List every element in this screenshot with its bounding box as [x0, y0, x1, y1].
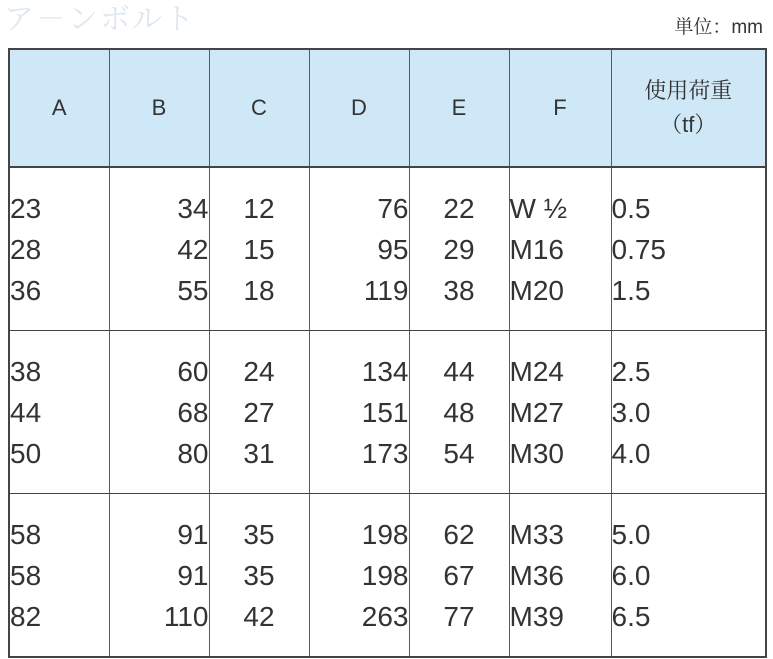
header-d: D	[309, 49, 409, 167]
cell-b	[109, 494, 209, 658]
unit-label: 単位：mm	[674, 17, 763, 38]
value: 42	[177, 233, 209, 265]
value: 31	[243, 437, 275, 469]
cell-a	[9, 167, 109, 331]
cell-f	[509, 494, 611, 658]
header-working-load-unit: （tf）	[660, 112, 717, 137]
value: 24	[243, 355, 275, 387]
value: 62	[443, 518, 475, 550]
spec-table	[8, 48, 767, 658]
value: 6.5	[611, 600, 651, 632]
value: 27	[243, 396, 275, 428]
header-working-load	[611, 49, 766, 167]
value: 76	[377, 192, 409, 224]
cell-a	[9, 331, 109, 494]
value: 48	[443, 396, 475, 428]
cell-working-load	[611, 331, 766, 494]
value: 29	[443, 233, 475, 265]
cell-e	[409, 167, 509, 331]
value: 22	[443, 192, 475, 224]
value: M27	[509, 396, 564, 428]
value: M39	[509, 600, 564, 632]
value: M20	[509, 274, 564, 306]
value: 38	[10, 355, 42, 387]
value: 60	[177, 355, 209, 387]
cell-working-load	[611, 494, 766, 658]
cell-c	[209, 494, 309, 658]
header-a: A	[9, 49, 109, 167]
value: 12	[243, 192, 275, 224]
value: 50	[10, 437, 42, 469]
value: 0.5	[611, 192, 651, 224]
header-e: E	[409, 49, 509, 167]
value: 151	[361, 396, 409, 428]
table-row-group-2	[9, 331, 766, 494]
cell-b	[109, 167, 209, 331]
header-b: B	[109, 49, 209, 167]
cell-c	[209, 167, 309, 331]
value: 4.0	[611, 437, 651, 469]
value: 119	[363, 274, 409, 306]
value: M36	[509, 559, 564, 591]
header-working-load-label: 使用荷重	[644, 77, 733, 103]
value: 6.0	[611, 559, 651, 591]
value: 91	[177, 518, 209, 550]
cell-d	[309, 167, 409, 331]
value: 38	[443, 274, 475, 306]
cell-f	[509, 331, 611, 494]
header-c: C	[209, 49, 309, 167]
value: 34	[177, 192, 209, 224]
table-row-group-1	[9, 167, 766, 331]
value: M16	[509, 233, 564, 265]
cell-f	[509, 167, 611, 331]
value: 198	[361, 518, 409, 550]
value: 15	[243, 233, 275, 265]
value: M33	[509, 518, 564, 550]
value: 173	[361, 437, 409, 469]
cell-d	[309, 494, 409, 658]
value: 23	[10, 192, 42, 224]
cell-b	[109, 331, 209, 494]
value: 0.75	[611, 233, 666, 265]
value: 42	[243, 600, 275, 632]
cell-e	[409, 331, 509, 494]
value: 35	[243, 518, 275, 550]
value: 55	[177, 274, 209, 306]
value: 110	[163, 600, 209, 632]
value: M24	[509, 355, 564, 387]
value: 28	[10, 233, 42, 265]
value: 44	[10, 396, 42, 428]
value: 95	[377, 233, 409, 265]
value: 68	[177, 396, 209, 428]
value: 44	[443, 355, 475, 387]
table-row-group-3	[9, 494, 766, 658]
cell-a	[9, 494, 109, 658]
faded-header-text: ア－ンボルト	[4, 3, 196, 36]
cell-c	[209, 331, 309, 494]
value: 36	[10, 274, 42, 306]
value: 35	[243, 559, 275, 591]
value: W ½	[509, 192, 568, 224]
value: 263	[361, 600, 409, 632]
value: 1.5	[611, 274, 651, 306]
value: 2.5	[611, 355, 651, 387]
cell-e	[409, 494, 509, 658]
value: 58	[10, 518, 42, 550]
value: 18	[243, 274, 275, 306]
value: 91	[177, 559, 209, 591]
value: 67	[443, 559, 475, 591]
value: 82	[10, 600, 42, 632]
value: 3.0	[611, 396, 651, 428]
value: 58	[10, 559, 42, 591]
value: 5.0	[611, 518, 651, 550]
header-row	[9, 49, 766, 167]
value: M30	[509, 437, 564, 469]
value: 77	[443, 600, 475, 632]
value: 80	[177, 437, 209, 469]
cell-working-load	[611, 167, 766, 331]
value: 198	[361, 559, 409, 591]
cell-d	[309, 331, 409, 494]
value: 54	[443, 437, 475, 469]
header-f: F	[509, 49, 611, 167]
value: 134	[361, 355, 409, 387]
